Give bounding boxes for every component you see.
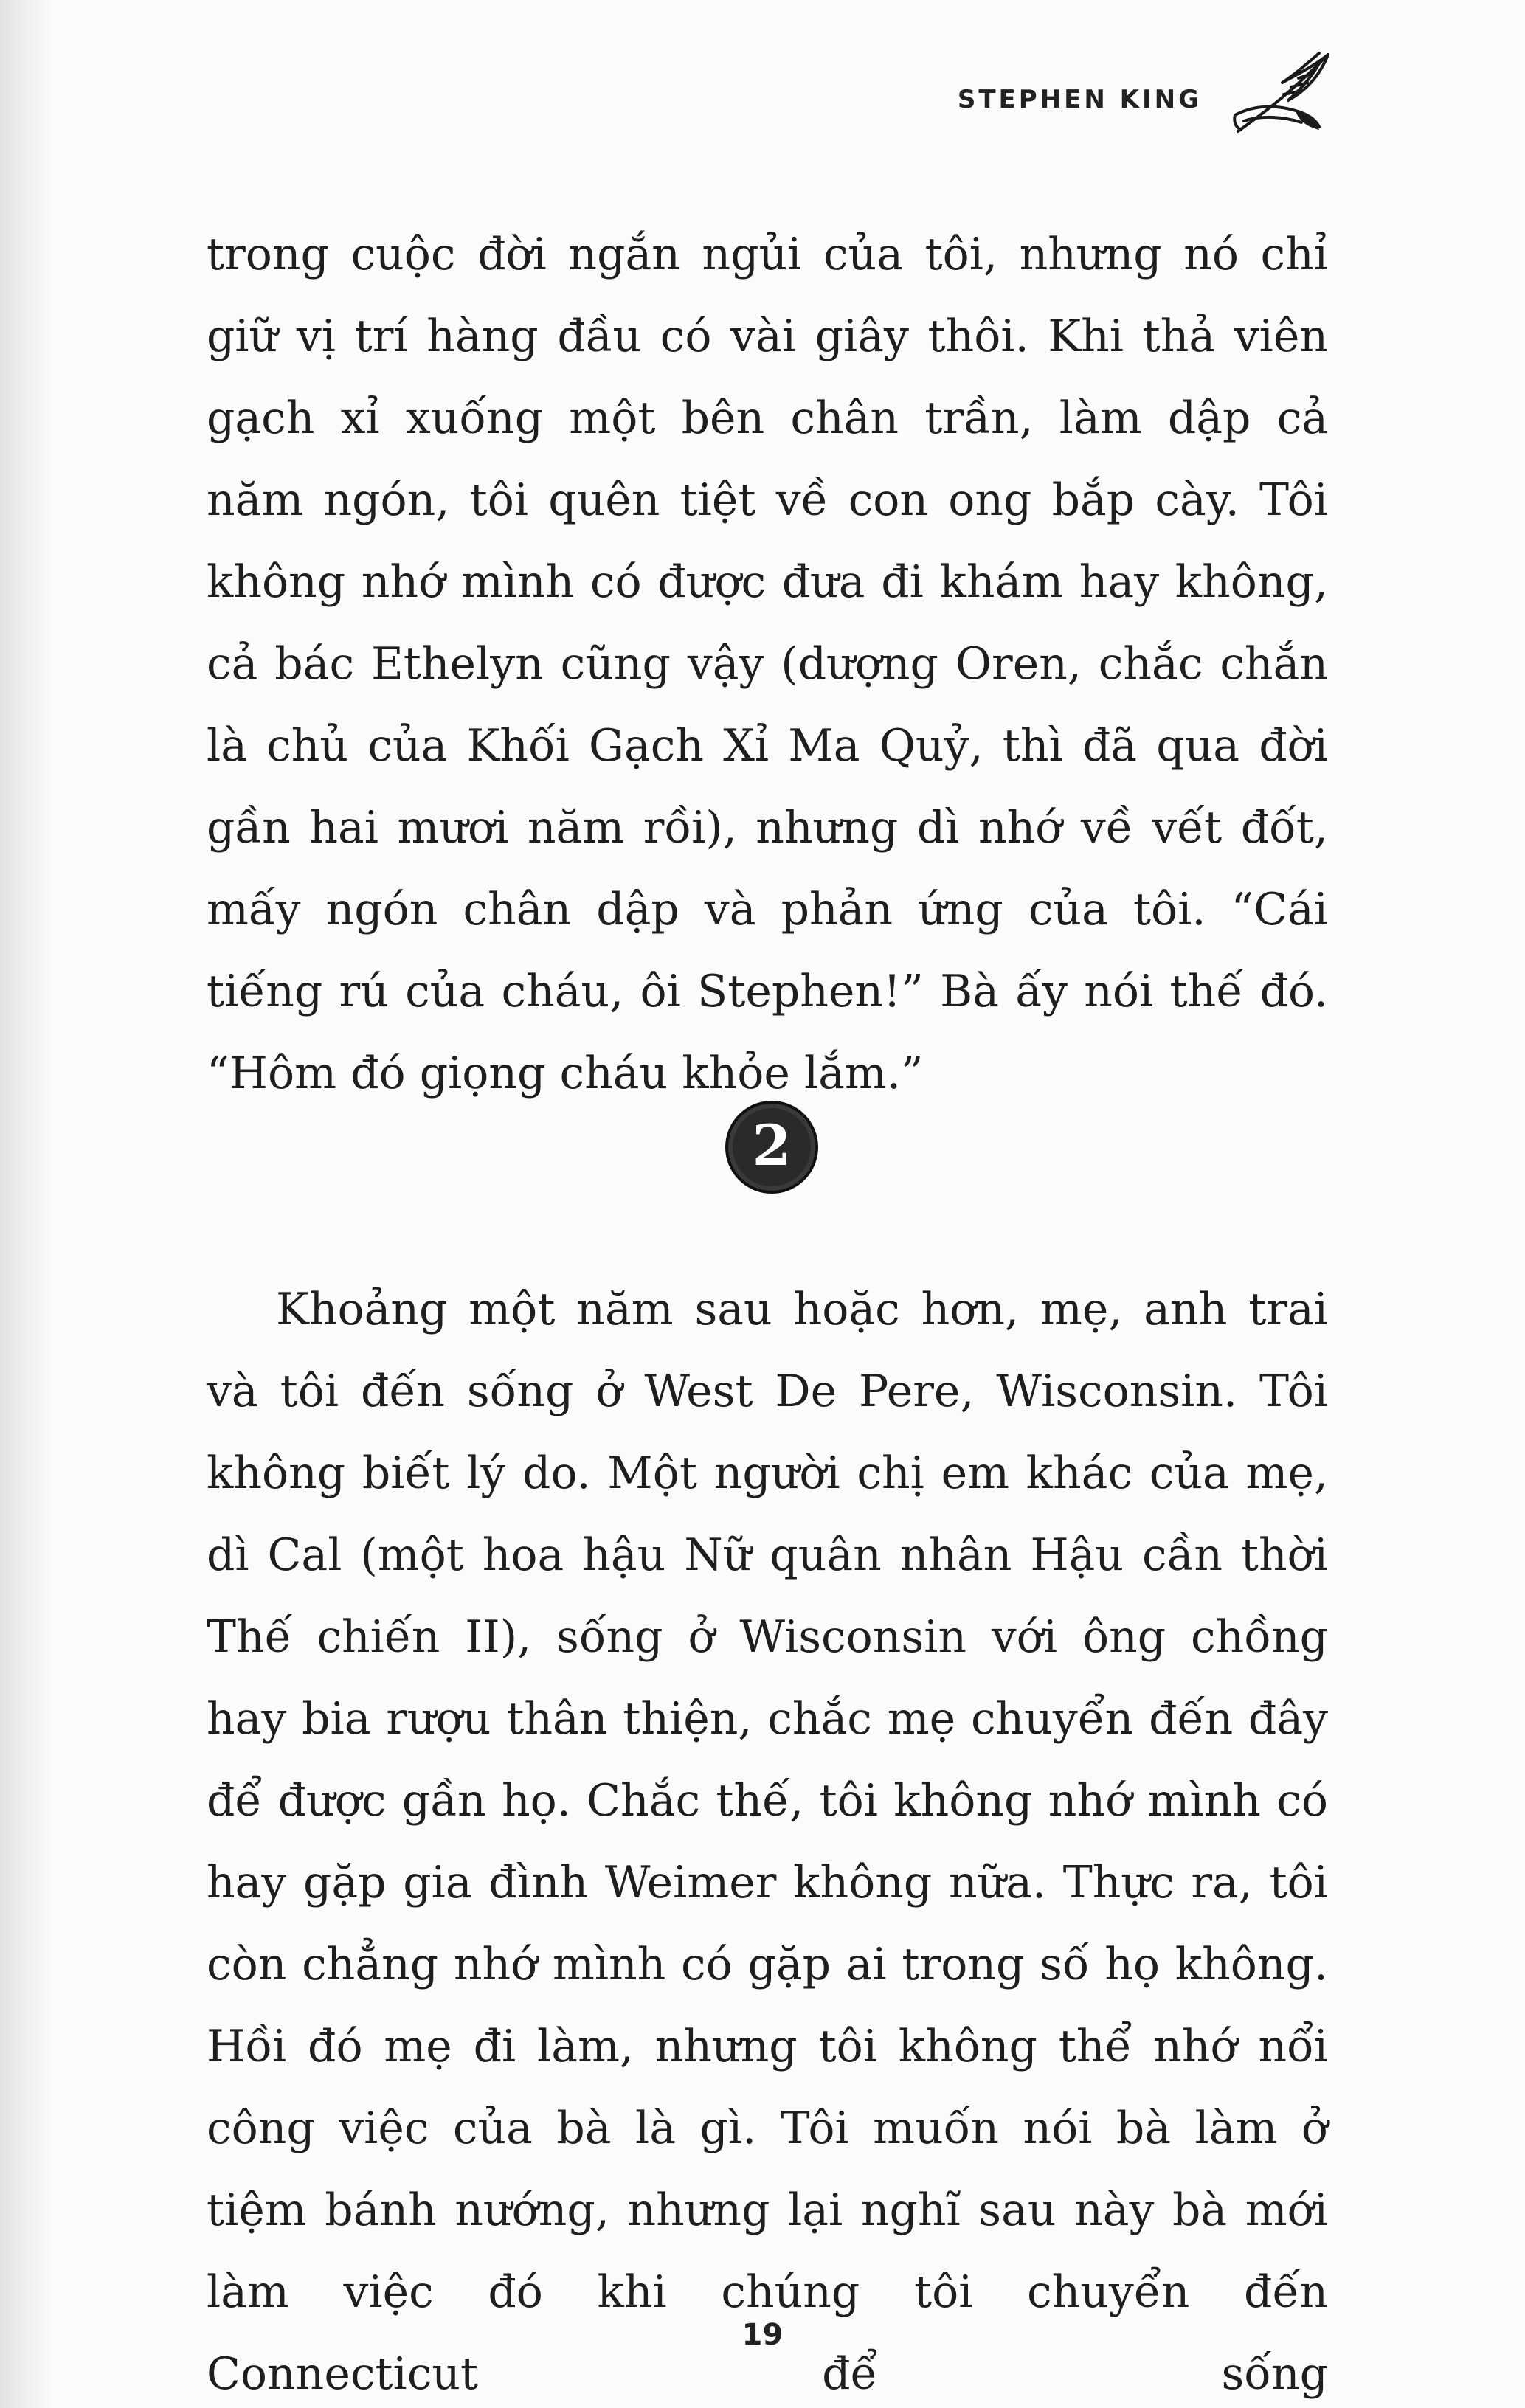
page-number: 19	[741, 2318, 784, 2352]
section-number-badge	[725, 1101, 818, 1194]
running-header-author: STEPHEN KING	[957, 85, 1202, 114]
body-paragraph-1: trong cuộc đời ngắn ngủi của tôi, nhưng nó chỉ giữ vị trí hàng đầu có vài giây thôi. Khi thả viên gạch xỉ xuống một bên chân trần, làm dập cả năm ngón, tôi quên tiệt về con ong bắp cày. Tôi không nhớ mình có được đưa đi khám hay không, cả bác Ethelyn cũng vậy (dượng Oren, chắc chắn là chủ của Khối Gạch Xỉ Ma Quỷ, thì đã qua đời gần hai mươi năm rồi), nhưng dì nhớ về vết đốt, mấy ngón chân dập và phản ứng của tôi. “Cái tiếng rú của cháu, ôi Stephen!” Bà ấy nói thế đó. “Hôm đó giọng cháu khỏe lắm.”	[207, 229, 1328, 1099]
spine-shadow	[0, 0, 52, 2408]
body-paragraph-2: Khoảng một năm sau hoặc hơn, mẹ, anh trai và tôi đến sống ở West De Pere, Wisconsin. Tôi không biết lý do. Một người chị em khác của mẹ, dì Cal (một hoa hậu Nữ quân nhân Hậu cần thời Thế chiến II), sống ở Wisconsin với ông chồng hay bia rượu thân thiện, chắc mẹ chuyển đến đây để được gần họ. Chắc thế, tôi không nhớ mình có hay gặp gia đình Weimer không nữa. Thực ra, tôi còn chẳng nhớ mình có gặp ai trong số họ không. Hồi đó mẹ đi làm, nhưng tôi không thể nhớ nổi công việc của bà là gì. Tôi muốn nói bà làm ở tiệm bánh nướng, nhưng lại nghĩ sau này bà mới làm việc đó khi chúng tôi chuyển đến Connecticut để sống	[207, 1284, 1328, 2400]
quill-pen-icon	[1225, 44, 1343, 148]
section-number: 2	[752, 1113, 792, 1178]
